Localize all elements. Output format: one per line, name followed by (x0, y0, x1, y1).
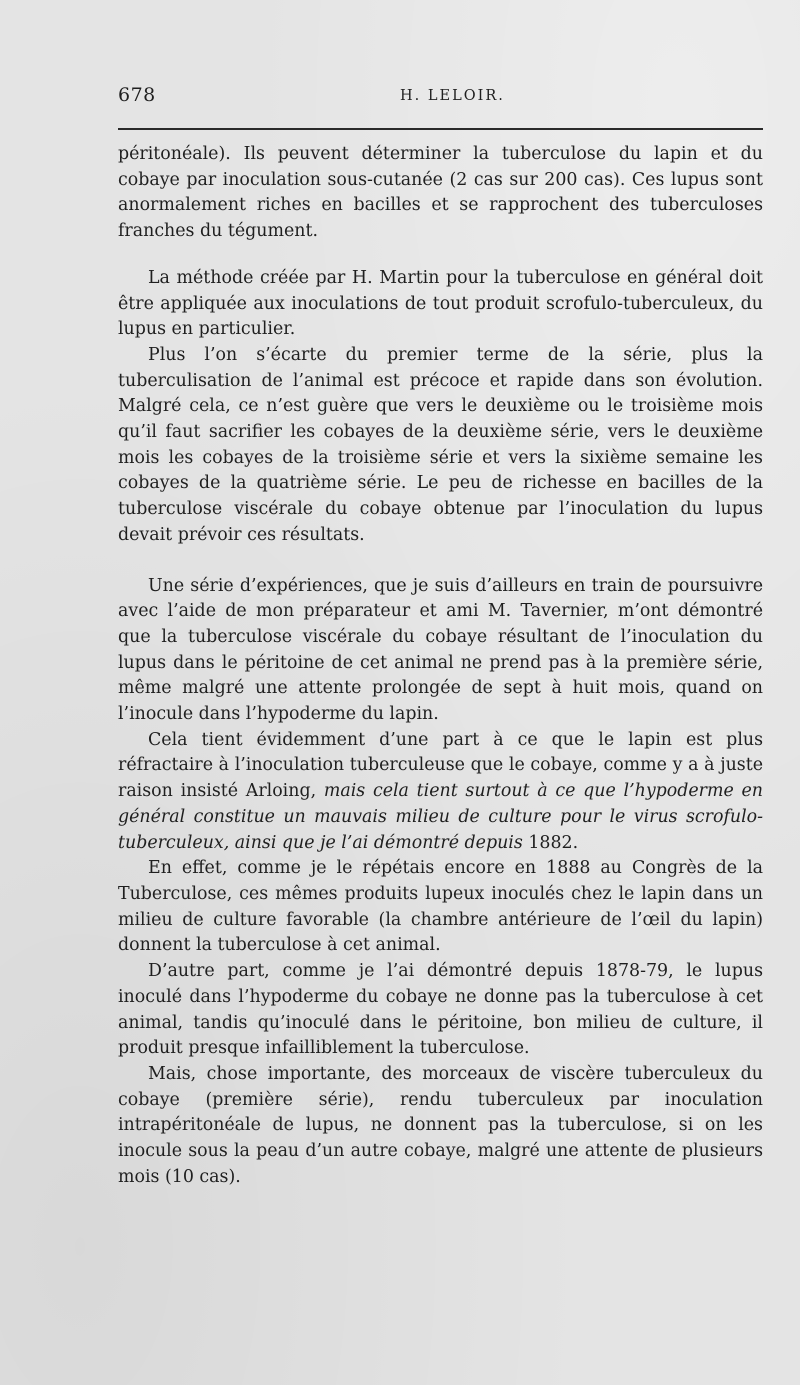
paragraph-1: péritonéale). Ils peuvent déterminer la tuberculose du lapin et du cobaye par inoculation sous-cutanée (2 cas sur 200 cas). Ces lupus sont anormalement riches en bacilles et se rapprochent des tuberculoses franches du tégument. (118, 144, 763, 242)
page-number: 678 (118, 84, 156, 106)
paragraph-5-end: 1882. (522, 832, 579, 853)
body-text (118, 142, 763, 1190)
running-head: H. LELOIR. (400, 88, 505, 104)
header-rule (118, 128, 763, 130)
paragraph-5 (118, 728, 763, 857)
page-header (118, 84, 763, 114)
paragraph-7: D’autre part, comme je l’ai démontré depuis 1878-79, le lupus inoculé dans l’hypoderme du cobaye ne donne pas la tuberculose à cet animal, tandis qu’inoculé dans le péritoine, bon milieu de culture, il produit presque infailliblement la tuberculose. (118, 961, 763, 1059)
paragraph-8: Mais, chose importante, des morceaux de viscère tuberculeux du cobaye (première série), rendu tuberculeux par inoculation intrapéritonéale de lupus, ne donnent pas la tuberculose, si on les inocule sous la peau d’un autre cobaye, malgré une attente de plusieurs mois (10 cas). (118, 1063, 763, 1187)
paragraph-4: Une série d’expériences, que je suis d’ailleurs en train de poursuivre avec l’aide de mon préparateur et ami M. Tavernier, m’ont démontré que la tuberculose viscérale du cobaye résultant de l’inoculation du lupus dans le péritoine de cet animal ne prend pas à la première série, même malgré une attente prolongée de sept à huit mois, quand on l’inocule dans l’hypoderme du lapin. (118, 575, 763, 725)
paragraph-5-roman: Cela tient évidemment d’une part à ce que le lapin est plus réfractaire à l’inoculation tuberculeuse que le cobaye, comme y a à juste raison insisté Arloing, (118, 729, 763, 802)
paragraph-5-italic: mais cela tient surtout à ce que l’hypoderme en général constitue un mauvais milieu de culture pour le virus scrofulo-tuberculeux, ainsi que je l’ai démontré depuis (118, 781, 763, 853)
paragraph-6: En effet, comme je le répétais encore en 1888 au Congrès de la Tuberculose, ces mêmes produits lupeux inoculés chez le lapin dans un milieu de culture favorable (la chambre antérieure de l’œil du lapin) donnent la tuberculose à cet animal. (118, 858, 763, 956)
paragraph-3: Plus l’on s’écarte du premier terme de la série, plus la tuberculisation de l’animal est précoce et rapide dans son évolution. Malgré cela, ce n’est guère que vers le deuxième ou le troisième mois qu’il faut sacrifier les cobayes de la deuxième série, vers le deuxième mois les cobayes de la troisième série et vers la sixième semaine les cobayes de la quatrième série. Le peu de richesse en bacilles de la tuberculose viscérale du cobaye obtenue par l’inoculation du lupus devait prévoir ces résultats. (118, 344, 763, 545)
paragraph-2: La méthode créée par H. Martin pour la tuberculose en général doit être appliquée aux inoculations de tout produit scrofulo-tuberculeux, du lupus en particulier. (118, 267, 763, 340)
